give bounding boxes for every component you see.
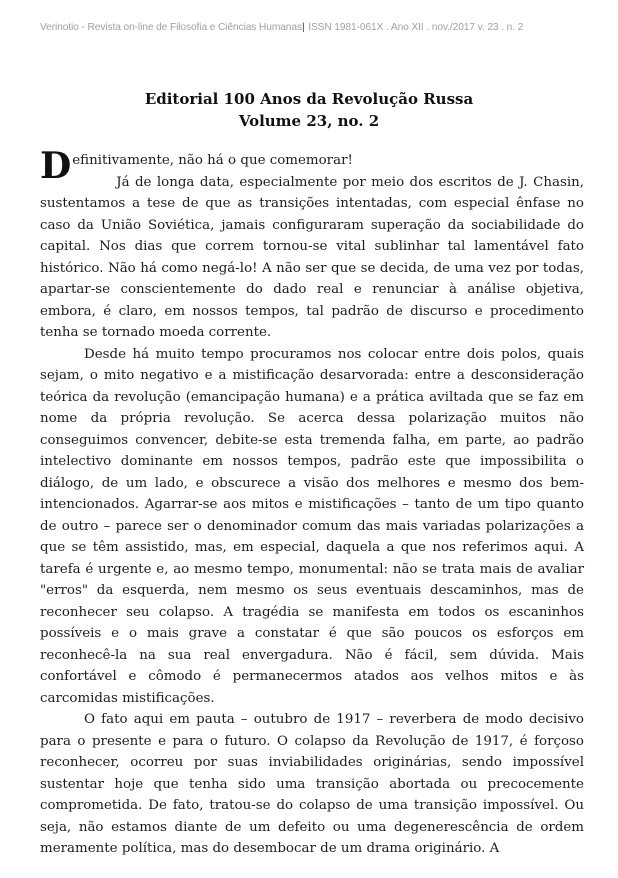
paragraph-1 [40, 145, 584, 187]
issue-info: ISSN 1981-061X . Ano XII . nov./2017 v. 23 . n. 2 [308, 22, 524, 33]
journal-name: Verinotio - Revista on-line de Filosofia e Ciências Humanas [40, 22, 302, 33]
running-header [40, 22, 598, 33]
paragraph-2: Já de longa data, especialmente por meio dos escritos de J. Chasin, sustentamos a tese de que as transições intentadas, com especial ênfase no caso da União Soviética, jamais configuraram superação da sociabilidade do capital. Nos dias que correm tornou-se vital sublinhar tal lamentável fato histórico. Não há como negá-lo! A não ser que se decida, de uma vez por todas, apartar-se conscientemente do dado real e renunciar à análise objetiva, embora, é claro, em nossos tempos, tal padrão de discurso e procedimento tenha se tornado moeda corrente. [40, 174, 584, 340]
drop-cap: D [40, 145, 72, 187]
editorial-title [0, 88, 618, 132]
paragraph-1-text: efinitivamente, não há o que comemorar! [72, 153, 353, 168]
title-line-1: Editorial 100 Anos da Revolução Russa [144, 90, 474, 108]
paragraph-3: Desde há muito tempo procuramos nos colocar entre dois polos, quais sejam, o mito negativo e a mistificação desarvorada: entre a desconsideração teórica da revolução (emancipação humana) e a prática aviltada que se faz em nome da própria revolução. Se acerca dessa polarização muitos não conseguimos convencer, debite-se esta tremenda falha, em parte, ao padrão intelectivo dominante em nossos tempos, padrão este que impossibilita o diálogo, de um lado, e obscurece a visão dos melhores e mesmo dos bem-intencionados. Agarrar-se aos mitos e mistificações – tanto de um tipo quanto de outro – parece ser o denominador comum das mais variadas polarizações a que se têm assistido, mas, em especial, daquela a que nos referimos aqui. A tarefa é urgente e, ao mesmo tempo, monumental: não se trata mais de avaliar "erros" da esquerda, nem mesmo os seus eventuais descaminhos, mas de reconhecer seu colapso. A tragédia se manifesta em todos os escaninhos possíveis e o mais grave a constatar é que são poucos os esforços em reconhecê-la na sua real envergadura. Não é fácil, sem dúvida. Mais confortável e cômodo é permanecermos atados aos velhos mitos e às carcomidas mistificações. [40, 346, 584, 706]
header-separator: | [301, 22, 305, 33]
article-body [40, 145, 584, 860]
paragraph-4: O fato aqui em pauta – outubro de 1917 – reverbera de modo decisivo para o presente e para o futuro. O colapso da Revolução de 1917, é forçoso reconhecer, ocorreu por suas inviabilidades originárias, sendo impossível sustentar hoje que tenha sido uma transição abortada ou precocemente comprometida. De fato, tratou-se do colapso de uma transição impossível. Ou seja, não estamos diante de um defeito ou uma degenerescência de ordem meramente política, mas do desembocar de um drama originário. A [40, 712, 584, 856]
title-line-2: Volume 23, no. 2 [238, 112, 380, 130]
